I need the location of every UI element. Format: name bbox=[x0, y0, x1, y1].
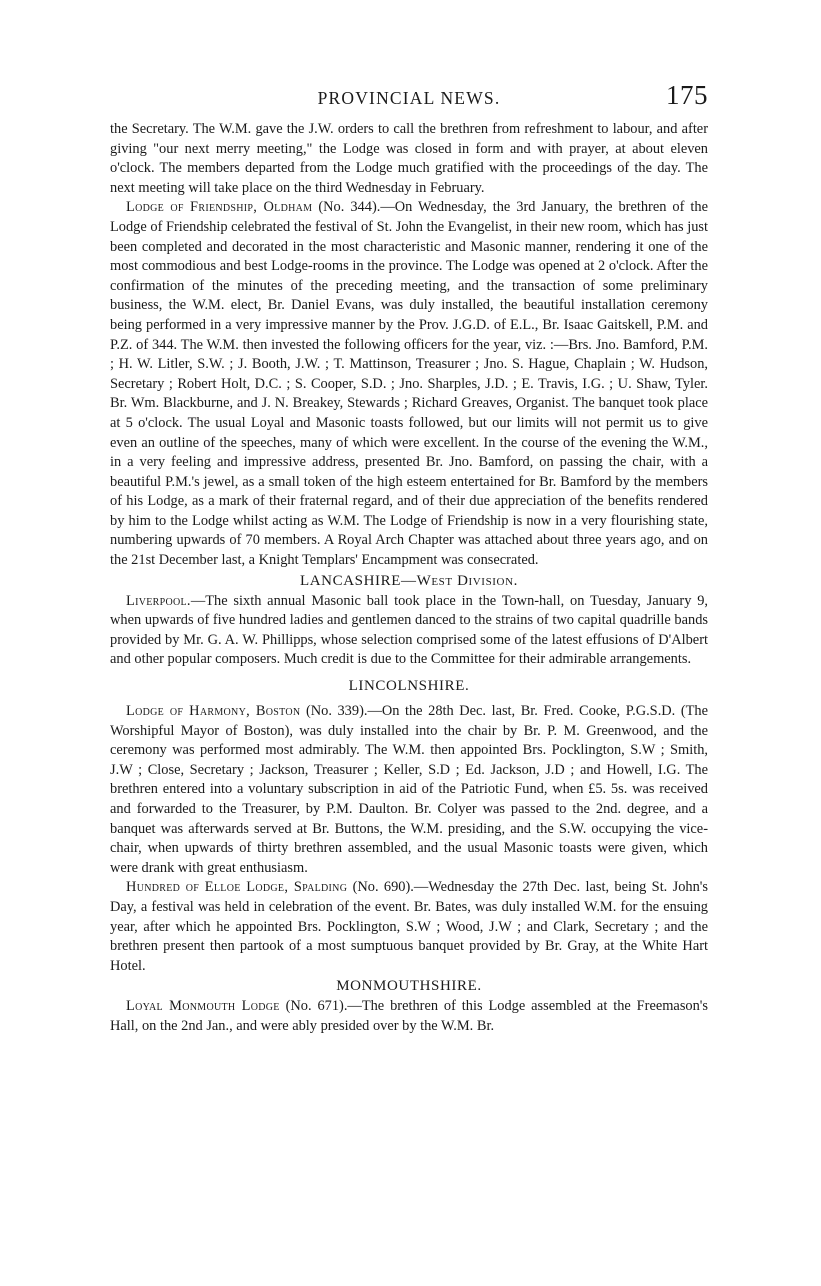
section-heading-title: MONMOUTHSHIRE. bbox=[336, 978, 482, 995]
paragraph-text: (No. 339).—On the 28th Dec. last, Br. Fred. Cooke, P.G.S.D. (The Worshipful Mayor of Boston), was duly installed into the chair by Br. P. M. Greenwood, and the ceremony was performed most admirably. The W.M. then appointed Brs. Pocklington, S.W ; Smith, J.W ; Close, Secretary ; Jackson, Treasurer ; Keller, S.D ; Ed. Jackson, J.D ; and Howell, I.G. The brethren entered into a voluntary subscription in aid of the Patriotic Fund, when £5. 5s. was received and forwarded to the Treasurer, by P.M. Daulton. Br. Colyer was passed to the 2nd. degree, and a banquet was afterwards served at Br. Buttons, the W.M. presiding, and the S.W. occupying the vice-chair, when upwards of thirty brethren assembled, and the usual Masonic toasts were given, which were drank with great enthusiasm. bbox=[110, 703, 708, 876]
paragraph-text: (No. 344).—On Wednesday, the 3rd January, the brethren of the Lodge of Friendship celebrated the festival of St. John the Evangelist, in their new room, which has just been completed and decorated in the most characteristic and Masonic manner, rendering it one of the most commodious and best Lodge-rooms in the province. The Lodge was opened at 2 o'clock. After the confirmation of the minutes of the preceding meeting, and the transaction of some preliminary business, the W.M. elect, Br. Daniel Evans, was duly installed, the beautiful installation ceremony being performed in a very impressive manner by the Prov. J.G.D. of E.L., Br. Isaac Gaitskell, P.M. and P.Z. of 344. The W.M. then invested the following officers for the year, viz. :—Brs. Jno. Bamford, P.M. ; H. W. Litler, S.W. ; J. Booth, J.W. ; T. Mattinson, Treasurer ; Jno. S. Hague, Chaplain ; W. Hudson, Secretary ; Robert Holt, D.C. ; S. Cooper, S.D. ; Jno. Sharples, J.D. ; E. Travis, I.G. ; U. Shaw, Tyler. Br. Wm. Blackburne, and J. N. Breakey, Stewards ; Richard Greaves, Organist. The banquet took place at 5 o'clock. The usual Loyal and Masonic toasts followed, but our limits will not permit us to give even an outline of the speeches, many of which were excellent. In the course of the evening the W.M., in a very feeling and impressive address, presented Br. Jno. Bamford, on passing the chair, with a beautiful P.M.'s jewel, as a small token of the high esteem entertained for Br. Bamford by the members of his Lodge, as a mark of their fraternal regard, and of their due appreciation of the benefits rendered by him to the Lodge whilst acting as W.M. The Lodge of Friendship is now in a very flourishing state, numbering upwards of 70 members. A Royal Arch Chapter was attached about three years ago, and on the 21st December last, a Knight Templars' Encampment was consecrated. bbox=[110, 199, 708, 569]
paragraph-loyal-monmouth bbox=[110, 997, 708, 1036]
section-continuation bbox=[110, 120, 708, 571]
paragraph-lead: Liverpool. bbox=[126, 592, 191, 609]
section-heading bbox=[110, 676, 708, 696]
paragraph-text: —The sixth annual Masonic ball took place in the Town-hall, on Tuesday, January 9, when upwards of five hundred ladies and gentlemen danced to the strains of two capital quadrille bands provided by Mr. G. A. W. Phillipps, whose selection comprised some of the latest effusions of D'Albert and other popular composers. Much credit is due to the Committee for their admirable arrangements. bbox=[110, 592, 708, 668]
section-lincolnshire bbox=[110, 676, 708, 976]
paragraph-lead: Loyal Monmouth Lodge bbox=[126, 998, 280, 1015]
paragraph-liverpool bbox=[110, 592, 708, 670]
section-heading-title: LINCOLNSHIRE. bbox=[348, 678, 470, 695]
page-number: 175 bbox=[666, 80, 708, 110]
section-heading bbox=[110, 976, 708, 996]
running-head: PROVINCIAL NEWS. bbox=[317, 88, 501, 108]
paragraph-lead: Lodge of Harmony, Boston bbox=[126, 703, 301, 720]
document-page bbox=[110, 80, 708, 1037]
paragraph-lodge-of-harmony bbox=[110, 702, 708, 878]
paragraph-lead: Lodge of Friendship, Oldham bbox=[126, 199, 313, 216]
section-heading-title: LANCASHIRE bbox=[299, 572, 401, 589]
section-heading bbox=[110, 571, 708, 591]
section-monmouthshire bbox=[110, 976, 708, 1036]
paragraph-text: the Secretary. The W.M. gave the J.W. orders to call the brethren from refreshment to labour, and after giving "our next merry meeting," the Lodge was closed in form and with prayer, at about eleven o'clock. The members departed from the Lodge much gratified with the proceedings of the day. The next meeting will take place on the third Wednesday in February. bbox=[110, 121, 708, 196]
paragraph-hundred-of-elloe bbox=[110, 878, 708, 976]
paragraph-lodge-of-friendship bbox=[110, 198, 708, 570]
section-lancashire bbox=[110, 571, 708, 670]
paragraph-lead: Hundred of Elloe Lodge, Spalding bbox=[126, 879, 348, 896]
paragraph-secretary-continuation bbox=[110, 120, 708, 198]
paragraph-text: (No. 690).—Wednesday the 27th Dec. last, being St. John's Day, a festival was held in celebration of the event. Br. Bates, was duly installed W.M. for the ensuing year, after which he appointed Brs. Pocklington, S.W ; Wood, J.W ; and Clark, Secretary ; and the brethren present then partook of a most sumptuous banquet provided by Br. Gray, at the White Hart Hotel. bbox=[110, 879, 708, 974]
page-header bbox=[110, 80, 708, 120]
section-heading-subtitle: —West Division. bbox=[401, 572, 518, 589]
paragraph-text: (No. 671).—The brethren of this Lodge assembled at the Freemason's Hall, on the 2nd Jan., and were ably presided over by the W.M. Br. bbox=[110, 998, 708, 1034]
